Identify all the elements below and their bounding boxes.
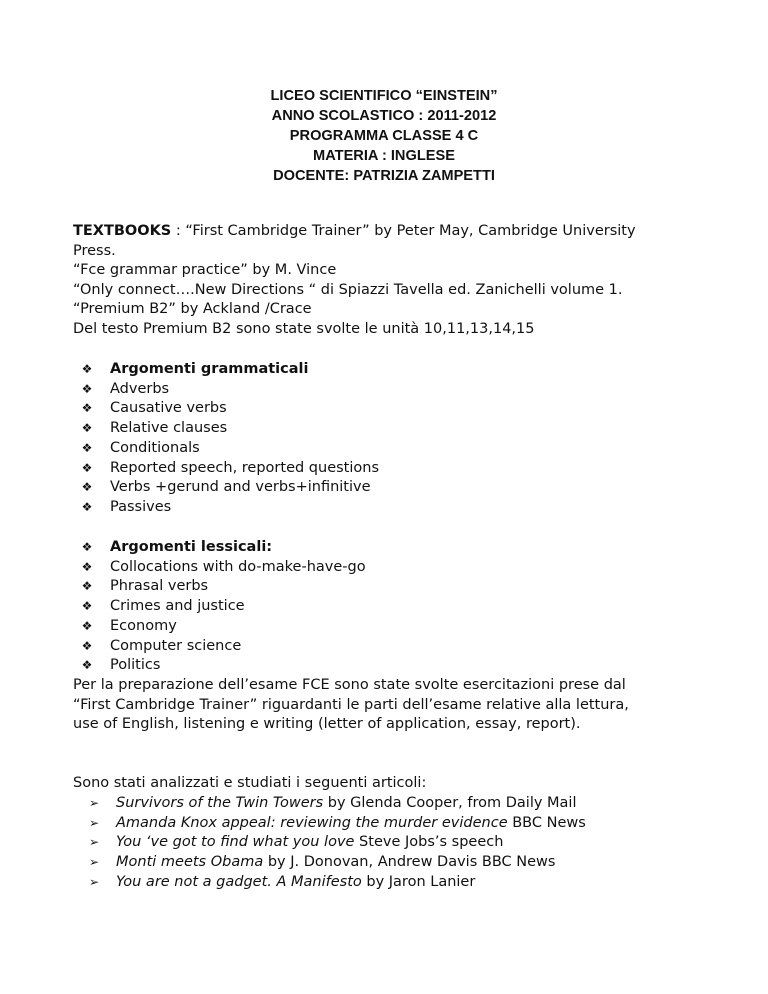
school-year: ANNO SCOLASTICO : 2011-2012 xyxy=(271,108,497,124)
diamond-bullet-icon: ❖ xyxy=(81,460,93,475)
list-item: ❖ Verbs +gerund and verbs+infinitive xyxy=(80,478,379,498)
textbooks-line-6: Del testo Premium B2 sono state svolte le unità 10,11,13,14,15 xyxy=(73,320,535,337)
diamond-bullet-icon: ❖ xyxy=(81,599,93,614)
diamond-bullet-icon: ❖ xyxy=(81,362,93,376)
document-header xyxy=(0,86,768,186)
lexicon-heading: Argomenti lessicali: xyxy=(110,539,273,555)
teacher: DOCENTE: PATRIZIA ZAMPETTI xyxy=(273,168,495,184)
articles-intro-block xyxy=(73,774,713,794)
list-item: ➢ Survivors of the Twin Towers by Glenda Cooper, from Daily Mail xyxy=(89,794,586,814)
list-item: ➢ Monti meets Obama by J. Donovan, Andrew Davis BBC News xyxy=(89,853,586,873)
school-name: LICEO SCIENTIFICO “EINSTEIN” xyxy=(270,88,498,104)
lexicon-list xyxy=(80,538,366,676)
arrow-bullet-icon: ➢ xyxy=(89,815,100,830)
list-item xyxy=(80,538,366,558)
articles-list xyxy=(89,794,586,893)
diamond-bullet-icon: ❖ xyxy=(81,401,93,416)
diamond-bullet-icon: ❖ xyxy=(81,658,93,673)
list-item: ❖ Reported speech, reported questions xyxy=(80,459,379,479)
diamond-bullet-icon: ❖ xyxy=(81,499,93,514)
list-item: ❖ Computer science xyxy=(80,637,366,657)
grammar-heading: Argomenti grammaticali xyxy=(110,361,309,377)
list-item: ➢ Amanda Knox appeal: reviewing the murder evidence BBC News xyxy=(89,814,586,834)
textbooks-line-1: : “First Cambridge Trainer” by Peter May, Cambridge University xyxy=(171,223,636,239)
diamond-bullet-icon: ❖ xyxy=(81,421,93,436)
textbooks-line-4: “Only connect….New Directions “ di Spiazzi Tavella ed. Zanichelli volume 1. xyxy=(73,281,623,298)
diamond-bullet-icon: ❖ xyxy=(81,540,93,554)
diamond-bullet-icon: ❖ xyxy=(81,638,93,653)
list-item: ➢ You ‘ve got to find what you love Steve Jobs’s speech xyxy=(89,833,586,853)
list-item: ❖ Collocations with do-make-have-go xyxy=(80,558,366,578)
list-item: ❖ Relative clauses xyxy=(80,419,379,439)
arrow-bullet-icon: ➢ xyxy=(89,835,100,850)
textbooks-line-2: Press. xyxy=(73,242,116,259)
diamond-bullet-icon: ❖ xyxy=(81,440,93,455)
list-item xyxy=(80,360,379,380)
list-item: ❖ Phrasal verbs xyxy=(80,577,366,597)
subject: MATERIA : INGLESE xyxy=(313,148,455,164)
list-item: ❖ Economy xyxy=(80,617,366,637)
list-item: ❖ Adverbs xyxy=(80,380,379,400)
textbooks-label: TEXTBOOKS xyxy=(73,223,172,239)
diamond-bullet-icon: ❖ xyxy=(81,579,93,594)
fce-line-2: “First Cambridge Trainer” riguardanti le parti dell’esame relative alla lettura, xyxy=(73,696,629,713)
program-class: PROGRAMMA CLASSE 4 C xyxy=(289,128,479,144)
list-item: ❖ Politics xyxy=(80,656,366,676)
fce-paragraph xyxy=(73,676,713,735)
textbooks-line-3: “Fce grammar practice” by M. Vince xyxy=(73,262,337,279)
list-item: ❖ Crimes and justice xyxy=(80,597,366,617)
diamond-bullet-icon: ❖ xyxy=(81,480,93,495)
list-item: ❖ Passives xyxy=(80,498,379,518)
diamond-bullet-icon: ❖ xyxy=(81,559,93,574)
textbooks-line-5: “Premium B2” by Ackland /Crace xyxy=(73,301,312,318)
arrow-bullet-icon: ➢ xyxy=(89,796,100,810)
arrow-bullet-icon: ➢ xyxy=(89,874,100,889)
textbooks-section xyxy=(73,222,713,340)
diamond-bullet-icon: ❖ xyxy=(81,618,93,633)
fce-line-1: Per la preparazione dell’esame FCE sono state svolte esercitazioni prese dal xyxy=(73,677,626,693)
list-item: ❖ Causative verbs xyxy=(80,399,379,419)
fce-line-3: use of English, listening e writing (letter of application, essay, report). xyxy=(73,716,581,733)
articles-intro: Sono stati analizzati e studiati i seguenti articoli: xyxy=(73,775,427,791)
list-item: ❖ Conditionals xyxy=(80,439,379,459)
diamond-bullet-icon: ❖ xyxy=(81,381,93,396)
arrow-bullet-icon: ➢ xyxy=(89,855,100,870)
list-item: ➢ You are not a gadget. A Manifesto by Jaron Lanier xyxy=(89,873,586,893)
grammar-list xyxy=(80,360,379,518)
